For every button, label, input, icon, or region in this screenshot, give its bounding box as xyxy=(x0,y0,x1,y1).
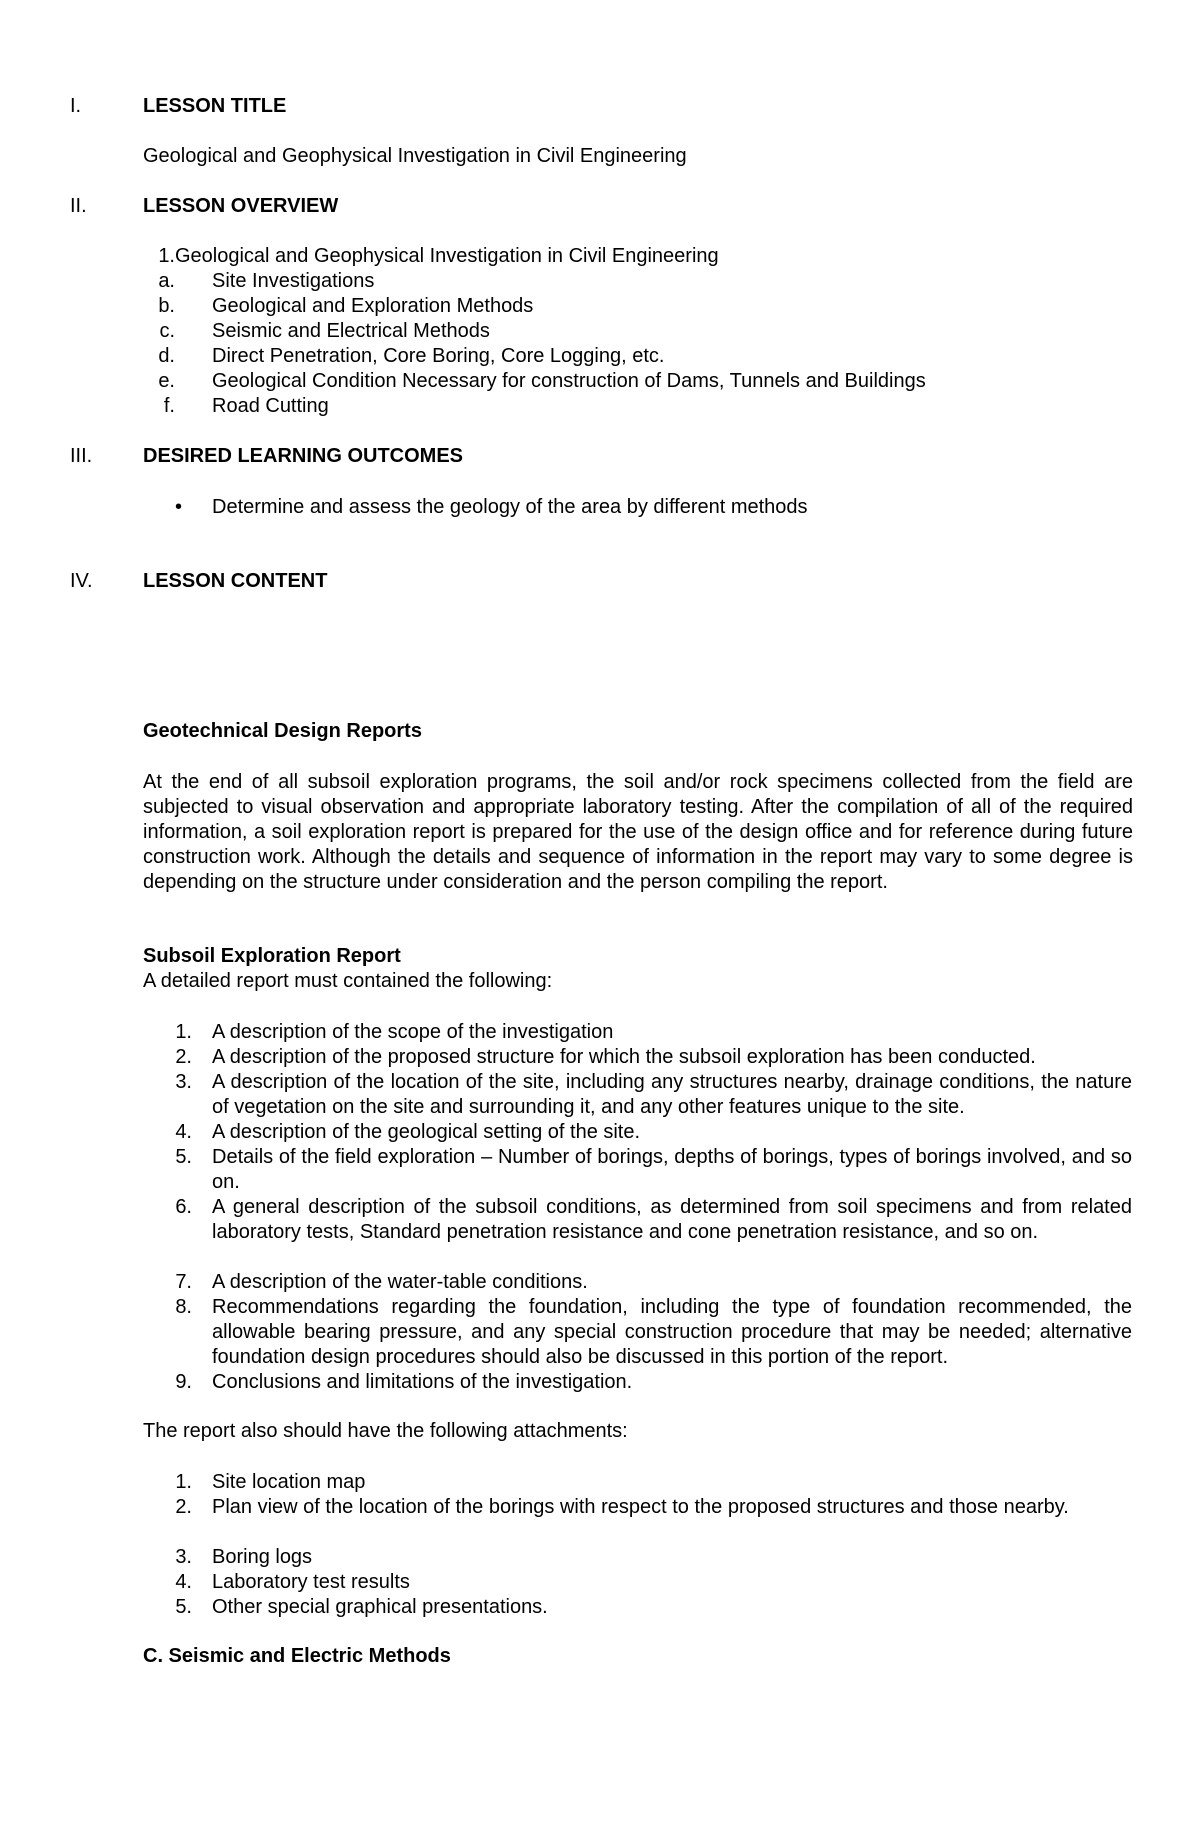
report-item-text: A description of the scope of the investigation xyxy=(212,1021,614,1043)
report-item-number: 3. xyxy=(175,1071,192,1093)
overview-subitem-text: Geological Condition Necessary for construction of Dams, Tunnels and Buildings xyxy=(212,370,926,392)
attachments-intro: The report also should have the following attachments: xyxy=(143,1420,628,1442)
attachment-item-text: Plan view of the location of the borings with respect to the proposed structures and those nearby. xyxy=(212,1496,1069,1518)
section-heading-lesson-title: LESSON TITLE xyxy=(143,95,287,117)
report-item-text: A general description of the subsoil conditions, as determined from soil specimens and from related laboratory tests, Standard penetration resistance and cone penetration resistance, and so on. xyxy=(212,1196,1132,1243)
report-item-number: 2. xyxy=(175,1046,192,1068)
report-item-number: 7. xyxy=(175,1271,192,1293)
geotech-heading: Geotechnical Design Reports xyxy=(143,720,422,742)
geotech-paragraph: At the end of all subsoil exploration programs, the soil and/or rock specimens collected from the field are subjected to visual observation and appropriate laboratory testing. After the compilation of all of the required information, a soil exploration report is prepared for the use of the design office and for reference during future construction work. Although the details and sequence of information in the report may vary to some degree is depending on the structure under consideration and the person compiling the report. xyxy=(143,771,1133,893)
attachment-item-text: Other special graphical presentations. xyxy=(212,1596,548,1618)
section-numeral-4: IV. xyxy=(70,570,93,592)
overview-subitem-letter: a. xyxy=(158,270,175,292)
report-item-text: Recommendations regarding the foundation, including the type of foundation recommended, the allowable bearing pressure, and any special construction procedure that may be needed; alternative foundation design procedures should also be discussed in this portion of the report. xyxy=(212,1296,1132,1368)
section-heading-lesson-content: LESSON CONTENT xyxy=(143,570,328,592)
overview-main-number: 1. xyxy=(158,245,175,267)
seismic-heading: C. Seismic and Electric Methods xyxy=(143,1645,451,1667)
overview-subitem-text: Road Cutting xyxy=(212,395,329,417)
overview-main-text: Geological and Geophysical Investigation in Civil Engineering xyxy=(175,245,719,267)
section-numeral-3: III. xyxy=(70,445,93,467)
report-item-number: 1. xyxy=(175,1021,192,1043)
overview-subitem-text: Seismic and Electrical Methods xyxy=(212,320,490,342)
report-item-number: 4. xyxy=(175,1121,192,1143)
overview-subitem-text: Direct Penetration, Core Boring, Core Logging, etc. xyxy=(212,345,665,367)
bullet-icon: • xyxy=(175,496,183,518)
attachment-item-number: 4. xyxy=(175,1571,192,1593)
report-item-number: 6. xyxy=(175,1196,192,1218)
attachment-item-text: Laboratory test results xyxy=(212,1571,410,1593)
section-numeral-2: II. xyxy=(70,195,87,217)
overview-subitem-letter: b. xyxy=(158,295,175,317)
attachment-item-text: Boring logs xyxy=(212,1546,313,1568)
report-item-text: A description of the water-table conditions. xyxy=(212,1271,588,1293)
report-item-text: A description of the geological setting of the site. xyxy=(212,1121,641,1143)
overview-subitem-letter: f. xyxy=(163,395,175,417)
attachment-item-text: Site location map xyxy=(212,1471,366,1493)
overview-subitem-letter: e. xyxy=(158,370,175,392)
section-heading-learning-outcomes: DESIRED LEARNING OUTCOMES xyxy=(143,445,464,467)
overview-subitem-text: Geological and Exploration Methods xyxy=(212,295,534,317)
subsoil-heading: Subsoil Exploration Report xyxy=(143,945,401,967)
report-item-number: 5. xyxy=(175,1146,192,1168)
outcome-item: Determine and assess the geology of the area by different methods xyxy=(212,496,808,518)
attachment-item-number: 1. xyxy=(175,1471,192,1493)
attachment-item-number: 5. xyxy=(175,1596,192,1618)
overview-subitem-letter: d. xyxy=(158,345,175,367)
report-item-text: Conclusions and limitations of the investigation. xyxy=(212,1371,633,1393)
section-heading-lesson-overview: LESSON OVERVIEW xyxy=(143,195,339,217)
report-item-text: Details of the field exploration – Number of borings, depths of borings, types of borings involved, and so on. xyxy=(212,1146,1132,1193)
overview-subitem-letter: c. xyxy=(159,320,175,342)
lesson-title-text: Geological and Geophysical Investigation in Civil Engineering xyxy=(143,145,687,167)
section-numeral-1: I. xyxy=(70,95,82,117)
subsoil-intro: A detailed report must contained the following: xyxy=(143,970,553,992)
overview-subitem-text: Site Investigations xyxy=(212,270,375,292)
report-item-text: A description of the location of the site, including any structures nearby, drainage conditions, the nature of vegetation on the site and surrounding it, and any other features unique to the site. xyxy=(212,1071,1132,1118)
attachment-item-number: 3. xyxy=(175,1546,192,1568)
attachment-item-number: 2. xyxy=(175,1496,192,1518)
report-item-number: 8. xyxy=(175,1296,192,1318)
report-item-number: 9. xyxy=(175,1371,192,1393)
report-item-text: A description of the proposed structure for which the subsoil exploration has been conducted. xyxy=(212,1046,1036,1068)
